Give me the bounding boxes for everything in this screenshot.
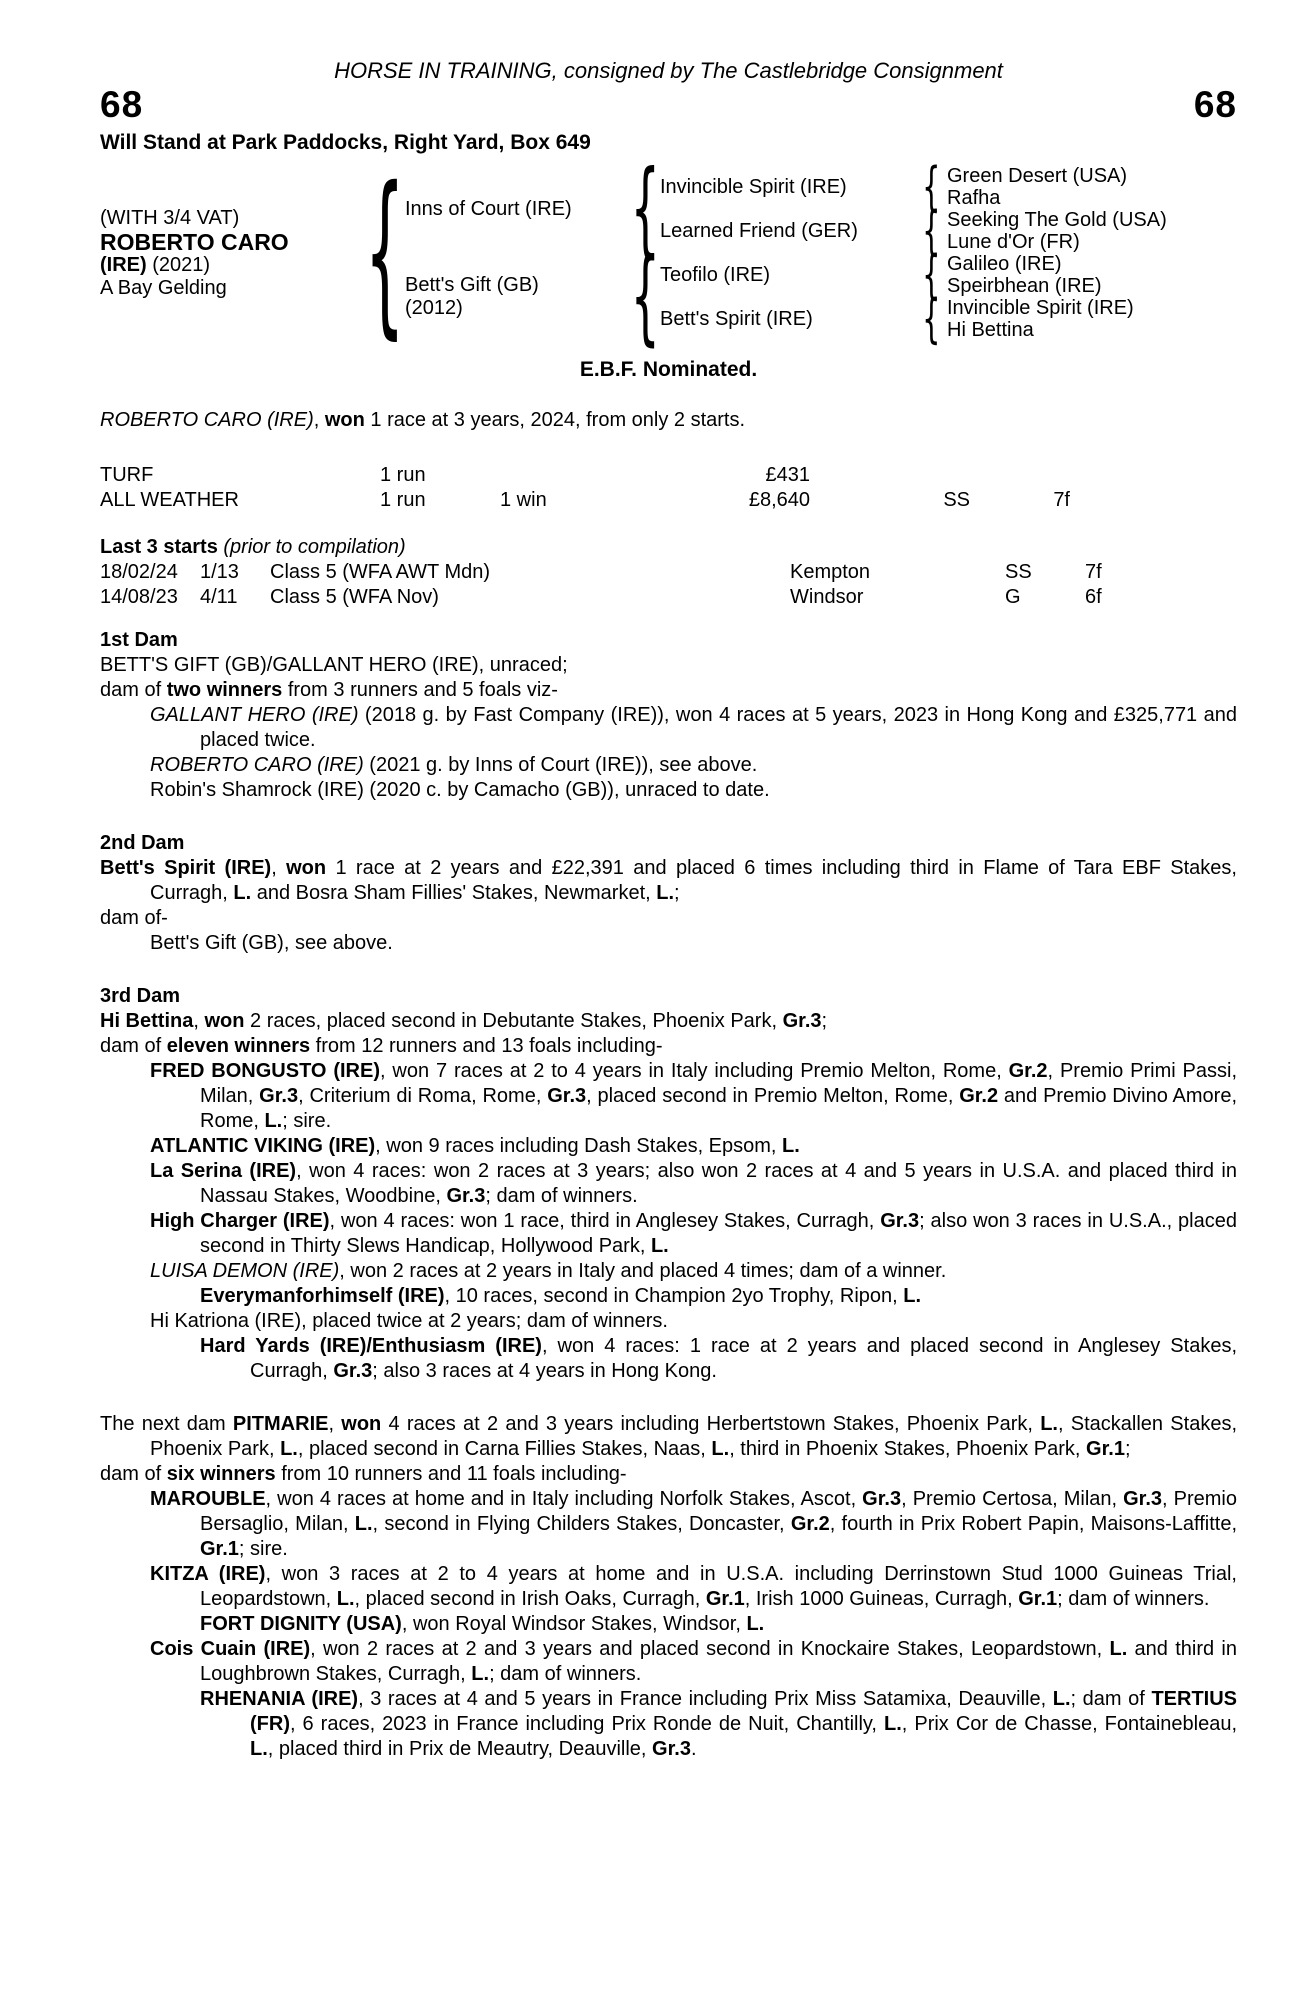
- catalogue-line: [100, 931, 1237, 956]
- catalogue-line: [100, 1284, 1237, 1309]
- text-run: won: [324, 409, 365, 431]
- catalogue-line: [100, 1612, 1237, 1637]
- text-run: , 3 races at 4 and 5 years in France including Prix Miss Satamixa, Deauville,: [358, 1688, 1053, 1710]
- text-run: Gr.3: [446, 1185, 486, 1207]
- text-run: Gr.3: [1123, 1488, 1163, 1510]
- text-run: (2021 g. by Inns of Court (IRE)), see above.: [363, 754, 758, 776]
- text-run: Cois Cuain (IRE): [150, 1638, 311, 1660]
- horse-suffix-year: (IRE) (2021): [100, 253, 211, 276]
- catalogue-line: [100, 1009, 1237, 1034]
- text-run: eleven winners: [166, 1035, 311, 1057]
- lot-number-row: [100, 84, 1237, 126]
- section-header: 1st Dam: [100, 629, 178, 651]
- text-run: 2 races, placed second in Debutante Stakes, Phoenix Park,: [244, 1010, 783, 1032]
- last-three-starts-cell: 18/02/24: [100, 561, 178, 583]
- text-run: Bett's Spirit (IRE): [100, 857, 272, 879]
- stand-location-line: Will Stand at Park Paddocks, Right Yard, Box 649: [100, 131, 591, 154]
- text-run: dam of: [100, 1463, 167, 1485]
- text-run: , 10 races, second in Champion 2yo Trophy, Ripon,: [444, 1285, 904, 1307]
- dam-brace: [630, 236, 660, 357]
- text-run: , won 4 races: won 2 races at 3 years; also won 2 races at 4 and 5 years in U.S.A. and placed third in Nassau Stakes, Woodbine,: [200, 1160, 1237, 1207]
- text-run: FORT DIGNITY (USA): [200, 1613, 402, 1635]
- text-run: dam of: [100, 679, 167, 701]
- text-run: L.: [650, 1235, 669, 1257]
- catalogue-line: [100, 703, 1237, 753]
- dam-cell: [405, 253, 630, 341]
- text-run: GALLANT HERO (IRE): [150, 704, 359, 726]
- text-run: .: [690, 1738, 697, 1760]
- catalogue-line: [100, 1159, 1237, 1209]
- text-run: dam of: [100, 1035, 167, 1057]
- text-run: , Premio Certosa, Milan,: [901, 1488, 1124, 1510]
- text-run: L.: [1109, 1638, 1128, 1660]
- race-stats-cell: [810, 463, 970, 488]
- text-run: L.: [782, 1135, 800, 1157]
- last-three-starts-header: [100, 535, 1237, 560]
- great-granddam-name: Lune d'Or (FR): [947, 231, 1080, 253]
- text-run: ,: [313, 409, 325, 431]
- text-run: , won 4 races: 1 race at 2 years and placed second in Anglesey Stakes, Curragh,: [250, 1335, 1238, 1382]
- text-run: , third in Phoenix Stakes, Phoenix Park,: [729, 1438, 1087, 1460]
- brace-glyph: {: [921, 244, 941, 306]
- last-three-starts-row: [100, 585, 1237, 610]
- text-run: Gr.2: [959, 1085, 999, 1107]
- text-run: ATLANTIC VIKING (IRE): [150, 1135, 376, 1157]
- text-run: L.: [280, 1438, 298, 1460]
- section-header: 2nd Dam: [100, 832, 185, 854]
- text-run: and Bosra Sham Fillies' Stakes, Newmarket,: [251, 882, 657, 904]
- text-run: and third in Loughbrown Stakes, Curragh,: [200, 1638, 1237, 1685]
- last-three-starts-cell: 14/08/23: [100, 586, 178, 608]
- text-run: won: [204, 1010, 245, 1032]
- text-run: L.: [233, 882, 252, 904]
- last-three-starts-cell: Class 5 (WFA Nov): [270, 586, 439, 608]
- text-run: Everymanforhimself (IRE): [200, 1285, 445, 1307]
- catalogue-line: [100, 1562, 1237, 1612]
- text-run: Gr.3: [880, 1210, 920, 1232]
- text-run: L.: [264, 1110, 283, 1132]
- catalogue-line: [100, 678, 1237, 703]
- great-grandsire-name: Galileo (IRE): [947, 253, 1062, 275]
- text-run: 4 races at 2 and 3 years including Herbertstown Stakes, Phoenix Park,: [381, 1413, 1041, 1435]
- text-run: , Irish 1000 Guineas, Curragh,: [744, 1588, 1019, 1610]
- text-run: 1 race at 2 years and £22,391 and placed 6 times including third in Flame of Tara EBF Stakes, Curragh,: [150, 857, 1237, 904]
- text-run: ; dam of winners.: [485, 1185, 638, 1207]
- pedigree-table: [100, 148, 1237, 357]
- catalogue-line: [100, 1462, 1237, 1487]
- last-three-starts-cell: 7f: [1085, 561, 1102, 583]
- text-run: ; also won 3 races in U.S.A., placed second in Thirty Slews Handicap, Hollywood Park,: [200, 1210, 1237, 1257]
- text-run: , Stackallen Stakes, Phoenix Park,: [150, 1413, 1237, 1460]
- text-run: six winners: [166, 1463, 276, 1485]
- grandparent-cell: [660, 253, 915, 297]
- dam-section: [100, 628, 1237, 803]
- last-three-starts-cell: G: [1005, 586, 1021, 608]
- brace-glyph: {: [921, 200, 941, 262]
- text-run: Gr.3: [862, 1488, 902, 1510]
- race-stats-cell: ALL WEATHER: [100, 489, 239, 511]
- text-run: , won 2 races at 2 and 3 years and placed second in Knockaire Stakes, Leopardstown,: [310, 1638, 1110, 1660]
- grandparent-cell: [660, 165, 915, 209]
- text-run: LUISA DEMON (IRE): [150, 1260, 340, 1282]
- race-stats-cell: 1 run: [380, 464, 426, 486]
- brace-glyph: {: [630, 236, 660, 357]
- race-record-summary: [100, 408, 1237, 433]
- produce-sections: [100, 628, 1237, 1762]
- catalogue-line: [100, 1487, 1237, 1562]
- text-run: FRED BONGUSTO (IRE): [150, 1060, 381, 1082]
- race-stats-cell: 7f: [1053, 489, 1070, 511]
- text-run: L.: [471, 1663, 490, 1685]
- dam-year: (2012): [405, 297, 463, 319]
- brace-glyph: {: [921, 288, 941, 350]
- last-three-starts-subtitle: (prior to compilation): [217, 536, 406, 558]
- text-run: L.: [884, 1713, 902, 1735]
- text-run: L.: [711, 1438, 730, 1460]
- text-run: , 6 races, 2023 in France including Prix Ronde de Nuit, Chantilly,: [289, 1713, 885, 1735]
- catalogue-line: [100, 1259, 1237, 1284]
- text-run: L.: [1052, 1688, 1071, 1710]
- race-stats-cell: £8,640: [748, 489, 810, 511]
- text-run: Gr.2: [790, 1513, 830, 1535]
- pedigree-main-brace: [364, 150, 406, 356]
- text-run: ; sire.: [282, 1110, 332, 1132]
- dam-name: Bett's Gift (GB): [405, 274, 539, 296]
- text-run: Gr.3: [652, 1738, 691, 1760]
- text-run: ,: [193, 1010, 205, 1032]
- text-run: Gr.2: [1008, 1060, 1048, 1082]
- grandparent-cell: [660, 209, 915, 253]
- text-run: ; dam of winners.: [489, 1663, 642, 1685]
- text-run: Gr.1: [1018, 1588, 1058, 1610]
- catalogue-line: [100, 1334, 1237, 1384]
- text-run: Gr.3: [547, 1085, 587, 1107]
- text-run: High Charger (IRE): [150, 1210, 330, 1232]
- text-run: Gr.3: [259, 1085, 299, 1107]
- great-granddam-name: Speirbhean (IRE): [947, 275, 1102, 297]
- last-three-starts-cell: SS: [1005, 561, 1032, 583]
- text-run: L.: [656, 882, 675, 904]
- last-three-starts-row: [100, 560, 1237, 585]
- text-run: , Prix Cor de Chasse, Fontainebleau,: [901, 1713, 1238, 1735]
- text-run: L.: [354, 1513, 373, 1535]
- text-run: from 3 runners and 5 foals viz-: [282, 679, 558, 701]
- text-run: , Premio Bersaglio, Milan,: [200, 1488, 1237, 1535]
- grandparent-name: Learned Friend (GER): [660, 220, 858, 242]
- section-header: 3rd Dam: [100, 985, 181, 1007]
- text-run: two winners: [166, 679, 283, 701]
- text-run: The next dam: [100, 1413, 233, 1435]
- text-run: Gr.1: [1086, 1438, 1125, 1460]
- catalogue-line: [100, 856, 1237, 906]
- text-run: ; sire.: [238, 1538, 288, 1560]
- last-three-starts-cell: 4/11: [200, 586, 238, 608]
- text-run: Robin's Shamrock (IRE) (2020 c. by Camacho (GB)), unraced to date.: [150, 779, 770, 801]
- grandparent-brace: [915, 288, 947, 350]
- text-run: MAROUBLE: [150, 1488, 266, 1510]
- text-run: Hi Bettina: [100, 1010, 194, 1032]
- text-run: Gr.3: [333, 1360, 373, 1382]
- text-run: , placed second in Irish Oaks, Curragh,: [354, 1588, 706, 1610]
- catalogue-line: [100, 1412, 1237, 1462]
- sire-name: Inns of Court (IRE): [405, 197, 572, 220]
- text-run: ROBERTO CARO (IRE): [100, 409, 314, 431]
- brace-glyph: {: [364, 150, 406, 356]
- catalogue-line: [100, 1134, 1237, 1159]
- race-stats-row: [100, 488, 1237, 513]
- text-run: , won 2 races at 2 years in Italy and placed 4 times; dam of a winner.: [339, 1260, 947, 1282]
- page-content: [100, 0, 1237, 1762]
- text-run: , won 4 races at home and in Italy including Norfolk Stakes, Ascot,: [265, 1488, 863, 1510]
- text-run: and Premio Divino Amore, Rome,: [200, 1085, 1238, 1132]
- text-run: L.: [336, 1588, 355, 1610]
- catalogue-line: [100, 1687, 1237, 1762]
- text-run: ;: [821, 1010, 828, 1032]
- text-run: ,: [271, 857, 287, 879]
- text-run: , placed third in Prix de Meautry, Deauville,: [267, 1738, 653, 1760]
- text-run: TERTIUS (FR): [250, 1688, 1238, 1735]
- text-run: L.: [746, 1613, 765, 1635]
- text-run: KITZA (IRE): [150, 1563, 266, 1585]
- text-run: , won 4 races: won 1 race, third in Anglesey Stakes, Curragh,: [329, 1210, 881, 1232]
- text-run: won: [286, 857, 327, 879]
- grandparent-cell: [660, 297, 915, 341]
- race-stats-row: [100, 463, 1237, 488]
- last-three-starts-title: Last 3 starts: [100, 536, 218, 558]
- race-stats-cell: TURF: [100, 464, 154, 486]
- text-run: , Premio Primi Passi, Milan,: [200, 1060, 1238, 1107]
- race-stats-cell: £431: [765, 464, 810, 486]
- text-run: ROBERTO CARO (IRE): [150, 754, 364, 776]
- sire-cell: [405, 165, 630, 253]
- text-run: Gr.3: [782, 1010, 822, 1032]
- text-run: , placed second in Carna Fillies Stakes, Naas,: [297, 1438, 712, 1460]
- catalogue-line: [100, 753, 1237, 778]
- text-run: from 10 runners and 11 foals including-: [275, 1463, 627, 1485]
- dam-section: [100, 984, 1237, 1384]
- text-run: La Serina (IRE): [150, 1160, 297, 1182]
- text-run: ; dam of: [1070, 1688, 1152, 1710]
- last-three-starts-rows: [100, 560, 1237, 610]
- catalogue-line: [100, 1637, 1237, 1687]
- text-run: L.: [903, 1285, 922, 1307]
- text-run: L.: [1040, 1413, 1058, 1435]
- text-run: , Criterium di Roma, Rome,: [298, 1085, 548, 1107]
- catalogue-line: [100, 1309, 1237, 1334]
- race-stats-cell: 1 run: [380, 489, 426, 511]
- last-three-starts-cell: Kempton: [790, 561, 871, 583]
- text-run: Hi Katriona (IRE), placed twice at 2 years; dam of winners.: [150, 1310, 668, 1332]
- horse-description: A Bay Gelding: [100, 276, 227, 299]
- text-run: (2018 g. by Fast Company (IRE)), won 4 races at 5 years, 2023 in Hong Kong and £325,771 and placed twice.: [200, 704, 1237, 751]
- horse-identity: [100, 165, 365, 341]
- text-run: , second in Flying Childers Stakes, Doncaster,: [372, 1513, 791, 1535]
- lot-number-right: 68: [1193, 84, 1237, 125]
- catalogue-line: [100, 1034, 1237, 1059]
- ebf-nominated-line: E.B.F. Nominated.: [579, 358, 758, 381]
- race-stats-cell: SS: [943, 489, 970, 511]
- text-run: , placed second in Premio Melton, Rome,: [586, 1085, 960, 1107]
- text-run: , won 3 races at 2 to 4 years at home and in U.S.A. including Derrinstown Stud 1000 Guineas Trial, Leopardstown,: [200, 1563, 1237, 1610]
- dam-section: [100, 1412, 1237, 1762]
- consignor-line: HORSE IN TRAINING, consigned by The Castlebridge Consignment: [334, 58, 1003, 83]
- lot-number-left: 68: [100, 84, 144, 125]
- dam-section: [100, 831, 1237, 956]
- great-grandsire-name: Invincible Spirit (IRE): [947, 297, 1134, 319]
- grandparent-name: Teofilo (IRE): [660, 264, 771, 286]
- horse-name: ROBERTO CARO: [100, 228, 289, 255]
- catalogue-line: [100, 1209, 1237, 1259]
- race-stats-cell: 1 win: [500, 489, 547, 511]
- text-run: Hard Yards (IRE)/Enthusiasm (IRE): [200, 1335, 542, 1357]
- text-run: ,: [328, 1413, 342, 1435]
- last-three-starts-cell: 6f: [1085, 586, 1102, 608]
- great-grandsire-name: Seeking The Gold (USA): [947, 209, 1167, 231]
- last-three-starts: [100, 535, 1237, 610]
- last-three-starts-cell: Class 5 (WFA AWT Mdn): [270, 561, 491, 583]
- text-run: from 12 runners and 13 foals including-: [310, 1035, 663, 1057]
- last-three-starts-cell: 1/13: [200, 561, 239, 583]
- brace-glyph: {: [630, 148, 660, 269]
- catalogue-line: [100, 1059, 1237, 1134]
- text-run: 1 race at 3 years, 2024, from only 2 starts.: [364, 409, 746, 431]
- grandparent-name: Bett's Spirit (IRE): [660, 308, 813, 330]
- text-run: RHENANIA (IRE): [200, 1688, 359, 1710]
- text-run: , won 9 races including Dash Stakes, Epsom,: [375, 1135, 783, 1157]
- race-stats-cell: [970, 463, 1070, 488]
- text-run: , won Royal Windsor Stakes, Windsor,: [401, 1613, 747, 1635]
- race-stats-cell: [500, 463, 610, 488]
- great-granddam-name: Hi Bettina: [947, 319, 1034, 341]
- grandparent-name: Invincible Spirit (IRE): [660, 176, 847, 198]
- text-run: , won 7 races at 2 to 4 years in Italy including Premio Melton, Rome,: [380, 1060, 1009, 1082]
- race-stats-table: [100, 463, 1237, 513]
- text-run: ;: [1124, 1438, 1131, 1460]
- text-run: Gr.1: [705, 1588, 745, 1610]
- catalogue-line: [100, 778, 1237, 803]
- text-run: ; also 3 races at 4 years in Hong Kong.: [372, 1360, 717, 1382]
- text-run: Gr.1: [200, 1538, 239, 1560]
- text-run: , fourth in Prix Robert Papin, Maisons-Laffitte,: [829, 1513, 1238, 1535]
- text-run: Bett's Gift (GB), see above.: [150, 932, 393, 954]
- text-run: BETT'S GIFT (GB)/GALLANT HERO (IRE), unraced;: [100, 654, 568, 676]
- great-granddam-name: Rafha: [947, 187, 1001, 209]
- text-run: PITMARIE: [232, 1413, 329, 1435]
- horse-country-suffix: (IRE): [100, 253, 147, 276]
- text-run: ; dam of winners.: [1057, 1588, 1210, 1610]
- text-run: won: [341, 1413, 382, 1435]
- catalogue-line: [100, 653, 1237, 678]
- vat-note: (WITH 3/4 VAT): [100, 206, 240, 229]
- catalogue-line: [100, 906, 1237, 931]
- last-three-starts-cell: Windsor: [790, 586, 864, 608]
- text-run: L.: [250, 1738, 268, 1760]
- text-run: dam of-: [100, 907, 168, 929]
- great-grandsire-name: Green Desert (USA): [947, 165, 1128, 187]
- text-run: ;: [674, 882, 680, 904]
- brace-glyph: {: [921, 156, 941, 218]
